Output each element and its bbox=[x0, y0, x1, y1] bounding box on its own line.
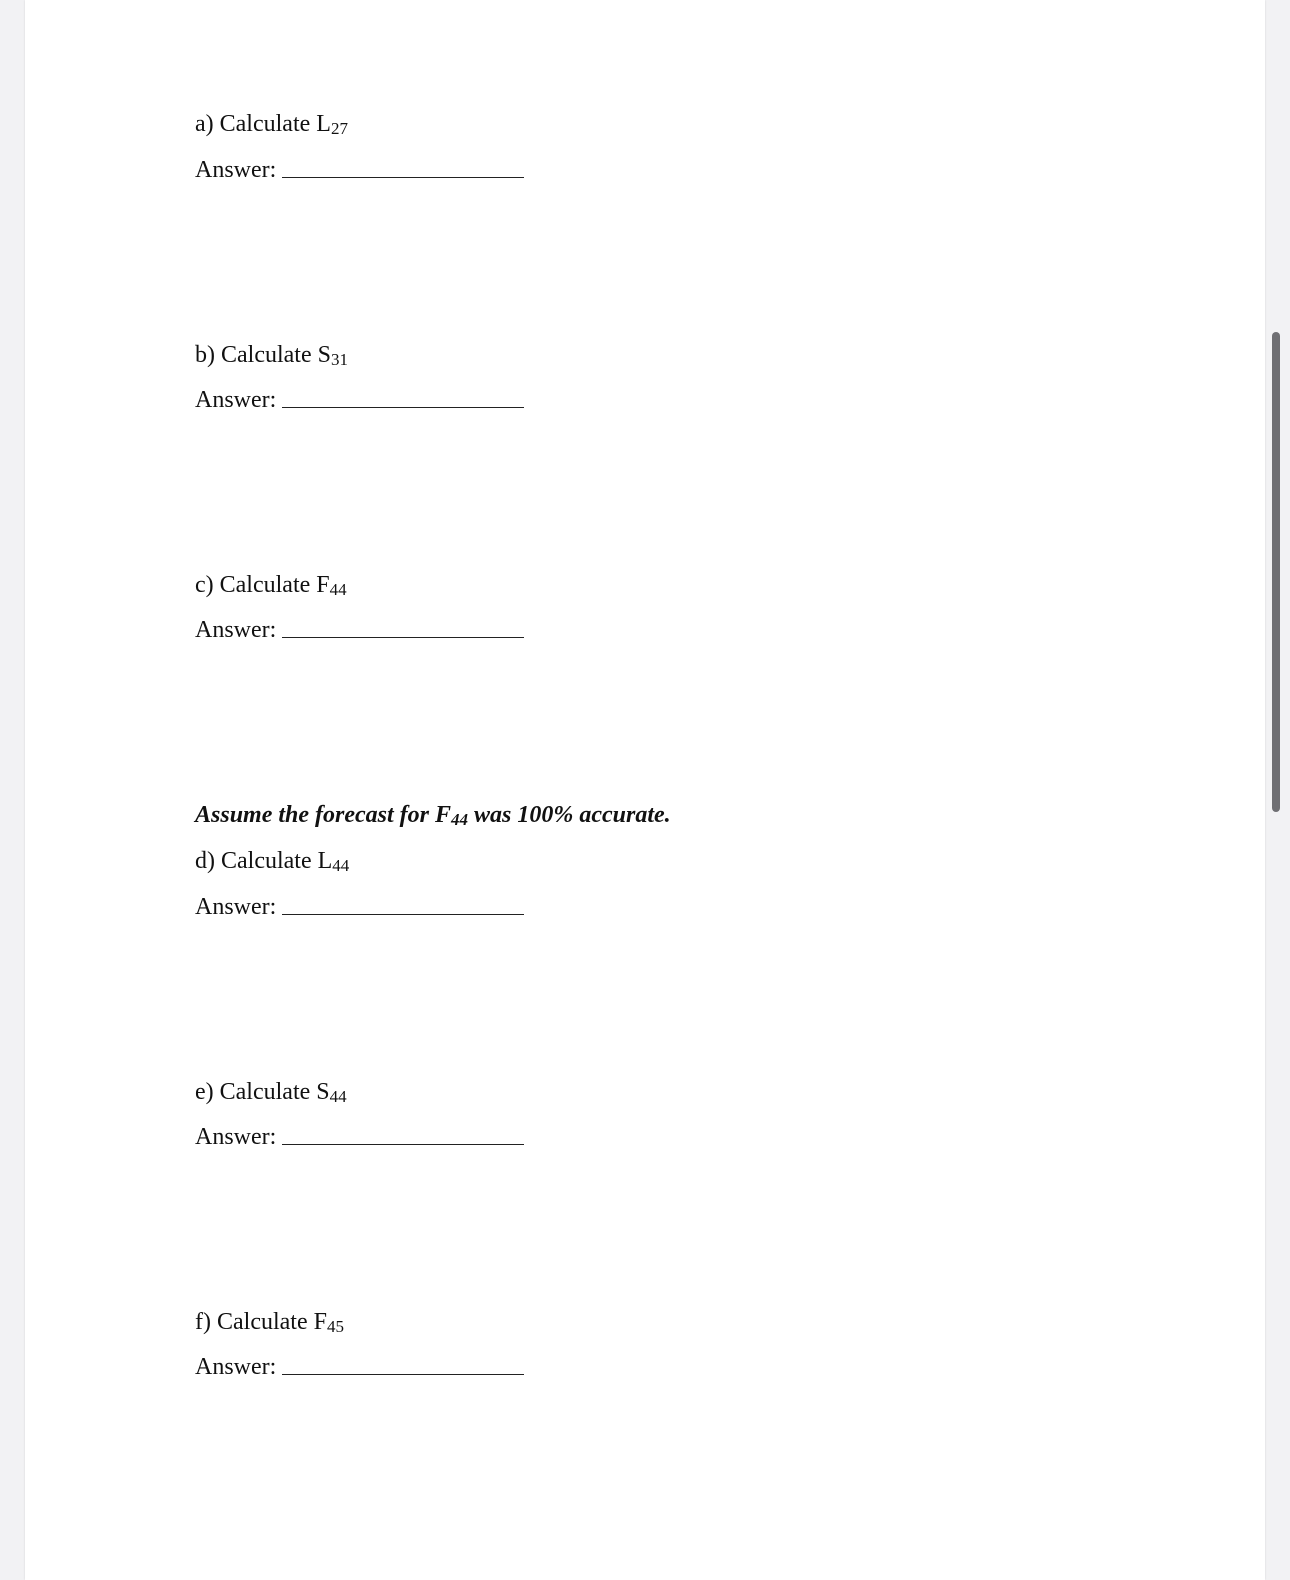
answer-a bbox=[195, 156, 524, 184]
answer-blank-line[interactable] bbox=[282, 894, 524, 915]
question-text: b) Calculate bbox=[195, 342, 318, 368]
answer-blank-line[interactable] bbox=[282, 157, 524, 178]
assumption-text-end: was 100% accurate. bbox=[468, 802, 671, 828]
question-variable: S bbox=[316, 1079, 330, 1105]
question-subscript: 27 bbox=[330, 119, 348, 138]
assumption-subscript: 44 bbox=[451, 810, 469, 829]
question-text: d) Calculate bbox=[195, 848, 318, 874]
question-subscript: 44 bbox=[332, 856, 350, 875]
question-subscript: 44 bbox=[329, 580, 347, 599]
assumption-statement bbox=[195, 801, 671, 829]
question-c bbox=[195, 571, 347, 599]
question-text: e) Calculate bbox=[195, 1079, 317, 1105]
answer-blank-line[interactable] bbox=[282, 1354, 524, 1375]
answer-label: Answer: bbox=[195, 1124, 277, 1150]
question-text: c) Calculate bbox=[195, 572, 317, 598]
question-subscript: 31 bbox=[330, 350, 348, 369]
question-f bbox=[195, 1308, 344, 1336]
question-variable: S bbox=[317, 342, 331, 368]
question-subscript: 45 bbox=[326, 1317, 344, 1336]
vertical-scrollbar-thumb[interactable] bbox=[1272, 332, 1280, 812]
question-variable: F bbox=[313, 1309, 327, 1335]
answer-blank-line[interactable] bbox=[282, 617, 524, 638]
answer-label: Answer: bbox=[195, 894, 277, 920]
answer-f bbox=[195, 1353, 524, 1381]
document-page bbox=[25, 0, 1265, 1580]
question-subscript: 44 bbox=[329, 1087, 347, 1106]
question-variable: L bbox=[317, 848, 333, 874]
answer-blank-line[interactable] bbox=[282, 387, 524, 408]
answer-blank-line[interactable] bbox=[282, 1124, 524, 1145]
assumption-text-start: Assume the forecast for F bbox=[195, 802, 452, 828]
answer-label: Answer: bbox=[195, 387, 277, 413]
question-a bbox=[195, 110, 348, 138]
question-variable: F bbox=[316, 572, 330, 598]
question-e bbox=[195, 1078, 347, 1106]
answer-d bbox=[195, 893, 524, 921]
answer-b bbox=[195, 386, 524, 414]
answer-label: Answer: bbox=[195, 157, 277, 183]
question-text: f) Calculate bbox=[195, 1309, 314, 1335]
question-text: a) Calculate bbox=[195, 111, 317, 137]
question-variable: L bbox=[316, 111, 331, 137]
question-b bbox=[195, 341, 348, 369]
answer-c bbox=[195, 616, 524, 644]
question-d bbox=[195, 847, 349, 875]
answer-label: Answer: bbox=[195, 1354, 277, 1380]
answer-label: Answer: bbox=[195, 617, 277, 643]
answer-e bbox=[195, 1123, 524, 1151]
